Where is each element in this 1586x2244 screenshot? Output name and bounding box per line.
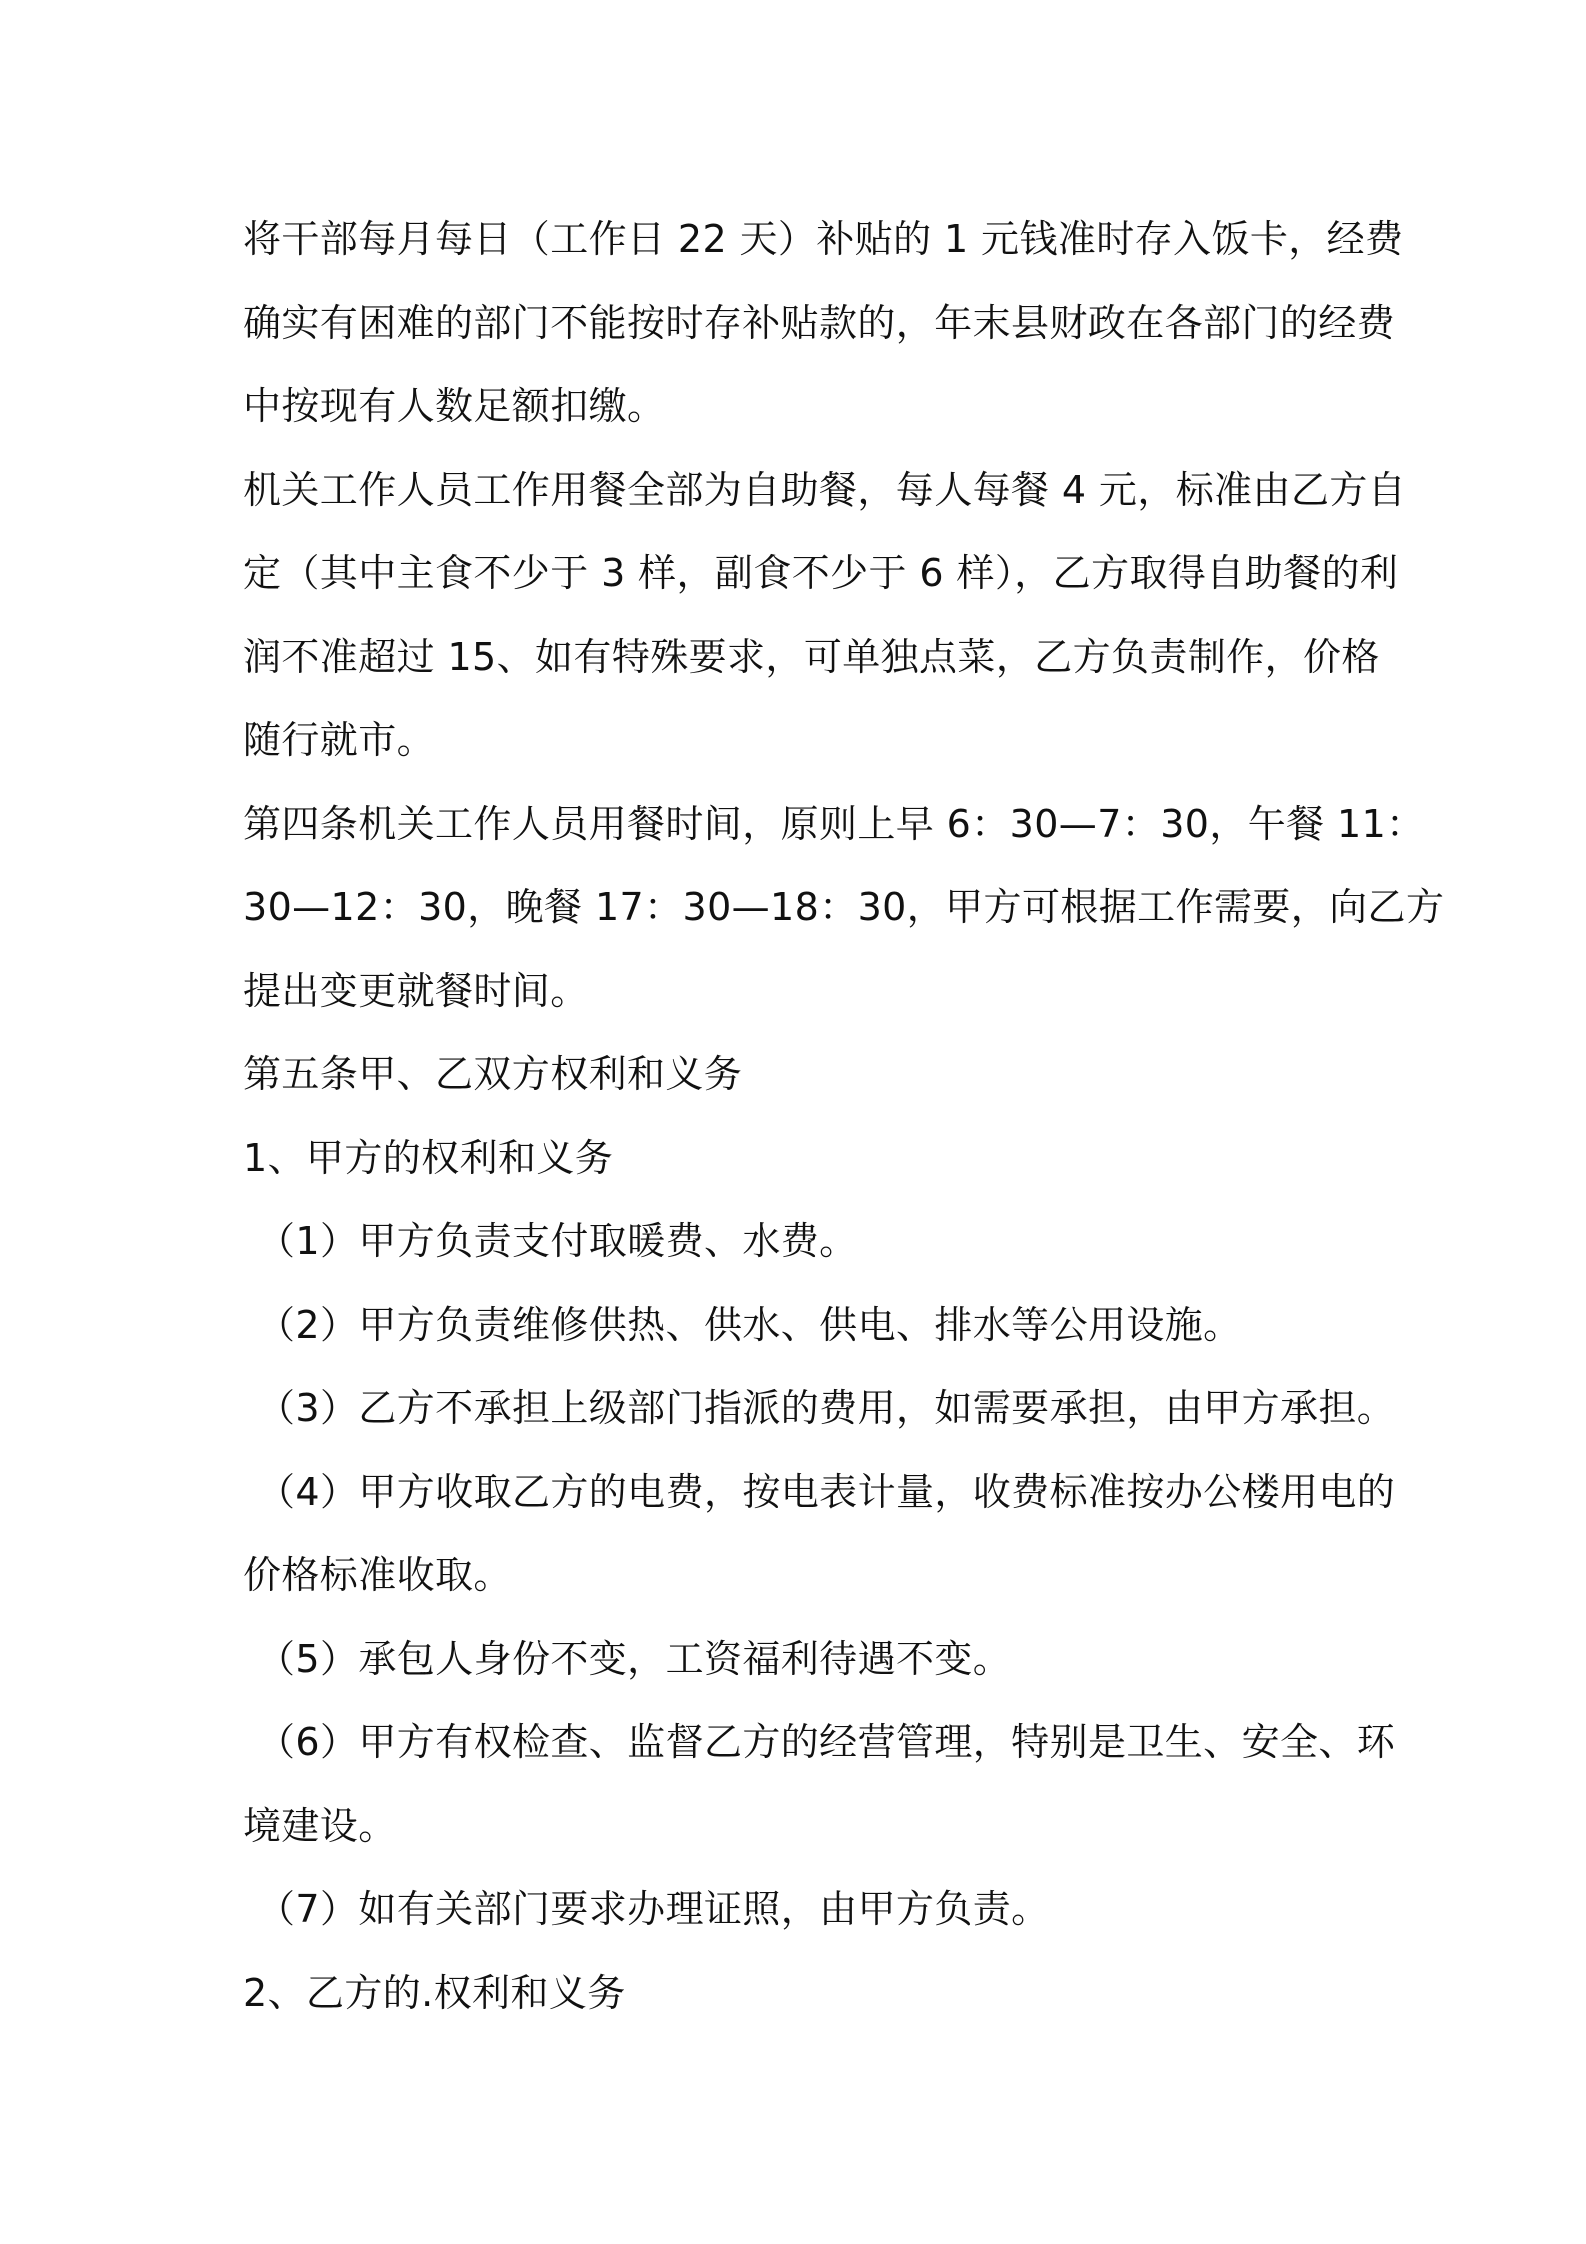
list-item-6: [243, 1701, 1396, 1868]
paragraph-buffet: [243, 449, 1407, 783]
text-line: （3）乙方不承担上级部门指派的费用，如需要承担，由甲方承担。: [257, 1386, 1396, 1430]
text-line: 第五条甲、乙双方权利和义务: [243, 1052, 743, 1096]
text-line: 境建设。: [243, 1803, 397, 1848]
list-item-2: [243, 1284, 1353, 1368]
text-line: （1）甲方负责支付取暖费、水费。: [257, 1219, 858, 1263]
text-line: 确实有困难的部门不能按时存补贴款的，年末县财政在各部门的经费: [243, 300, 1396, 345]
text-line: （2）甲方负责维修供热、供水、供电、排水等公用设施。: [257, 1302, 1242, 1347]
list-item-5: [243, 1618, 1353, 1702]
text-line: 30—12：30，晚餐 17：30—18：30，甲方可根据工作需要，向乙方: [243, 885, 1445, 929]
list-item-7: [243, 1868, 1353, 1952]
text-line: 机关工作人员工作用餐全部为自助餐，每人每餐 4 元，标准由乙方自: [243, 467, 1407, 512]
paragraph-subsidy: [243, 198, 1404, 449]
text-line: 提出变更就餐时间。: [243, 968, 589, 1013]
text-line: 2、乙方的.权利和义务: [243, 1970, 626, 2015]
list-item-3: [243, 1367, 1396, 1451]
subheading-party-b: [243, 1952, 1353, 2036]
text-line: 1、甲方的权利和义务: [243, 1135, 614, 1180]
text-line: 润不准超过 15、如有特殊要求，可单独点菜，乙方负责制作，价格: [243, 634, 1380, 679]
text-line: （6）甲方有权检查、监督乙方的经营管理，特别是卫生、安全、环: [257, 1720, 1396, 1764]
text-line: 价格标准收取。: [243, 1553, 512, 1597]
document-body: [243, 198, 1445, 2035]
list-item-1: [243, 1200, 1353, 1284]
text-line: （5）承包人身份不变，工资福利待遇不变。: [257, 1636, 1012, 1681]
text-line: 第四条机关工作人员用餐时间，原则上早 6：30—7：30，午餐 11：: [243, 801, 1425, 846]
subheading-party-a: [243, 1117, 1353, 1201]
list-item-4: [243, 1451, 1396, 1618]
text-line: （7）如有关部门要求办理证照，由甲方负责。: [257, 1887, 1050, 1931]
text-line: 定（其中主食不少于 3 样，副食不少于 6 样），乙方取得自助餐的利: [243, 551, 1399, 595]
text-line: 中按现有人数足额扣缴。: [243, 384, 666, 428]
paragraph-article-4: [243, 783, 1445, 1034]
text-line: 随行就市。: [243, 718, 436, 762]
heading-article-5: [243, 1033, 1353, 1117]
text-line: 将干部每月每日（工作日 22 天）补贴的 1 元钱准时存入饭卡，经费: [243, 217, 1404, 261]
text-line: （4）甲方收取乙方的电费，按电表计量，收费标准按办公楼用电的: [257, 1469, 1396, 1514]
